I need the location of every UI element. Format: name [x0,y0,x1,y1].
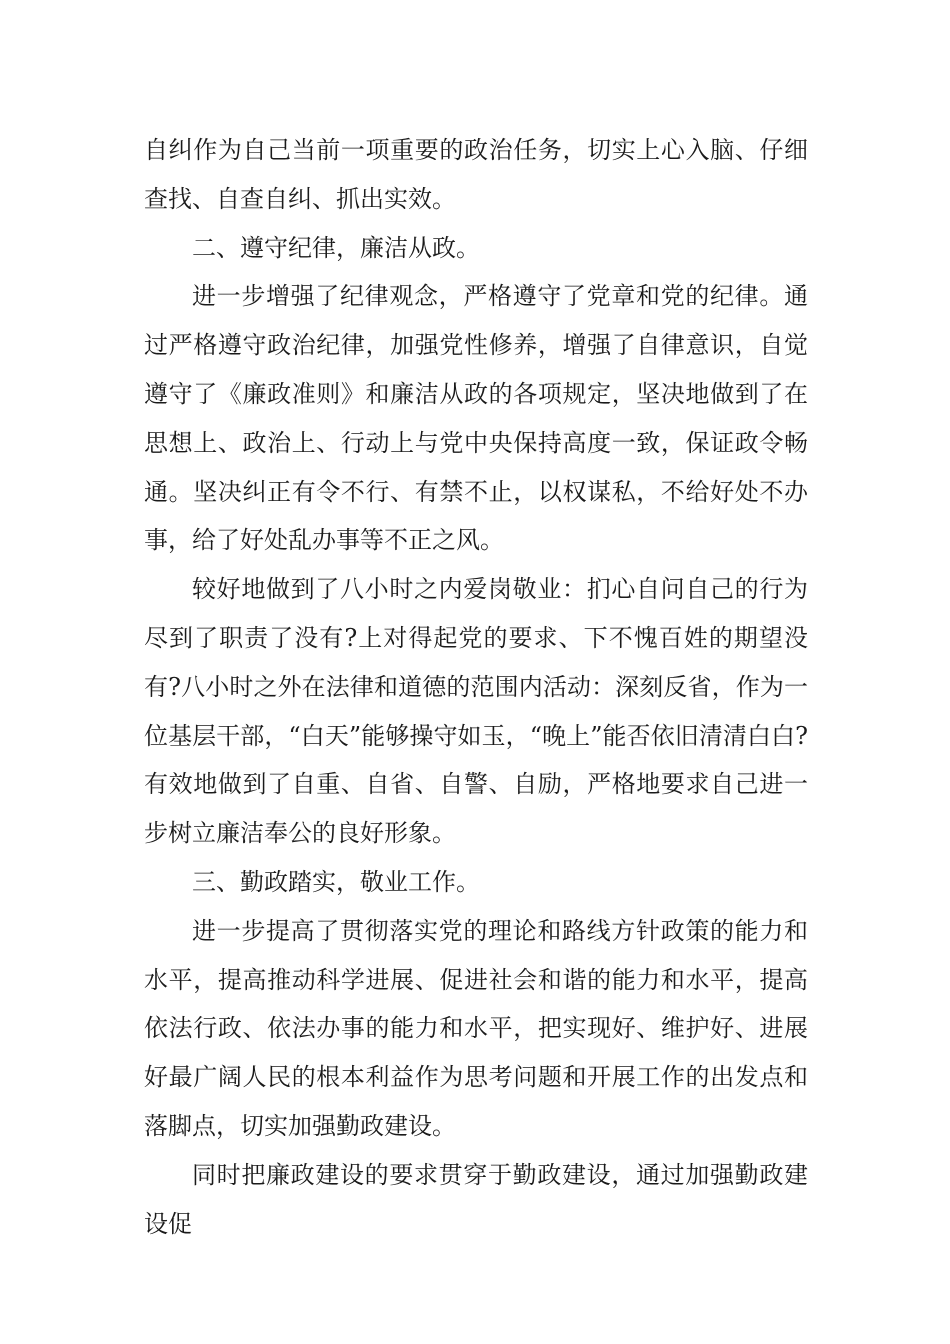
section-heading-2: 二、遵守纪律，廉洁从政。 [192,233,480,262]
document-body [144,126,808,1248]
section-heading-3: 三、勤政踏实，敬业工作。 [192,867,480,896]
paragraph-7: 同时把廉政建设的要求贯穿于勤政建设，通过加强勤政建设促 [144,1160,808,1238]
paragraph-1: 自纠作为自己当前一项重要的政治任务，切实上心入脑、仔细查找、自查自纠、抓出实效。 [144,136,808,213]
paragraph-3: 进一步增强了纪律观念，严格遵守了党章和党的纪律。通过严格遵守政治纪律，加强党性修养，增强了自律意识，自觉遵守了《廉政准则》和廉洁从政的各项规定，坚决地做到了在思想上、政治上、行动上与党中央保持高度一致，保证政令畅通。坚决纠正有令不行、有禁不止，以权谋私，不给好处不办事，给了好处乱办事等不正之风。 [144,282,808,555]
paragraph-4: 较好地做到了八小时之内爱岗敬业：扪心自问自己的行为尽到了职责了没有?上对得起党的要求、下不愧百姓的期望没有?八小时之外在法律和道德的范围内活动：深刻反省，作为一位基层干部，“白天”能够操守如玉，“晚上”能否依旧清清白白?有效地做到了自重、自省、自警、自励，严格地要求自己进一步树立廉洁奉公的良好形象。 [144,575,808,848]
paragraph-6: 进一步提高了贯彻落实党的理论和路线方针政策的能力和水平，提高推动科学进展、促进社会和谐的能力和水平，提高依法行政、依法办事的能力和水平，把实现好、维护好、进展好最广阔人民的根本利益作为思考问题和开展工作的出发点和落脚点，切实加强勤政建设。 [144,916,808,1140]
